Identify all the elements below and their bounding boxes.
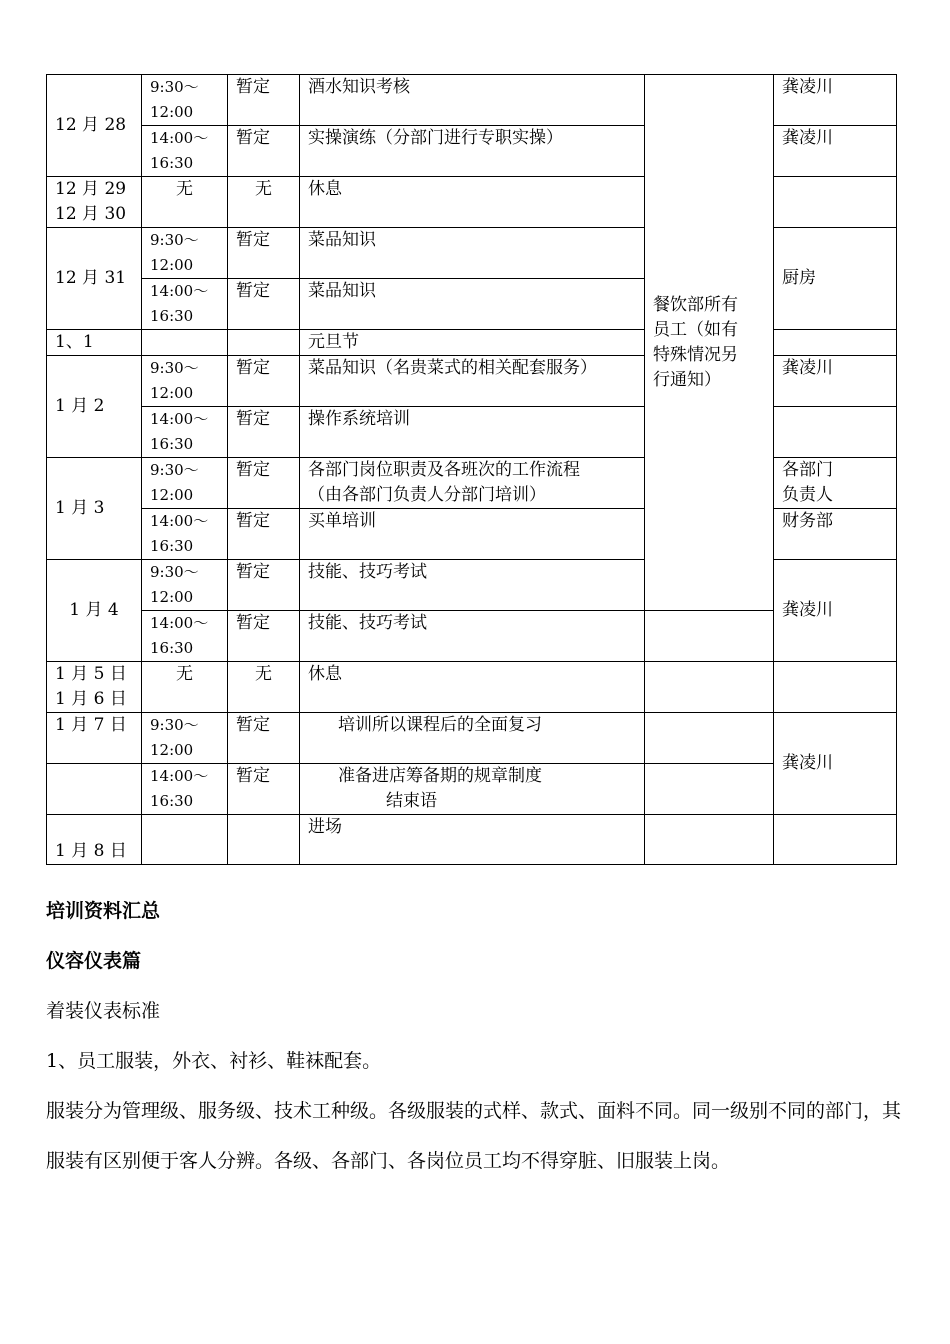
- training-schedule-table: [46, 74, 897, 865]
- time-cell: 14:00～ 16:30: [142, 126, 228, 177]
- content-cell: 菜品知识: [300, 279, 645, 330]
- time-cell: 9:30～ 12:00: [142, 560, 228, 611]
- content-cell: 进场: [300, 815, 645, 865]
- body-paragraph: 服装分为管理级、服务级、技术工种级。各级服装的式样、款式、面料不同。同一级别不同的部门，其服装有区别便于客人分辨。各级、各部门、各岗位员工均不得穿脏、旧服装上岗。: [46, 1100, 902, 1172]
- time-cell: 14:00～ 16:30: [142, 407, 228, 458]
- participants-cell: [645, 713, 774, 764]
- trainer-cell: [774, 177, 897, 228]
- status-cell: 暂定: [228, 126, 300, 177]
- topic-heading: 着装仪表标准: [46, 1000, 161, 1022]
- date-cell: 12 月 29 12 月 30: [47, 177, 142, 228]
- date-cell: 1 月 7 日: [47, 713, 142, 764]
- subsection-heading: 仪容仪表篇: [46, 950, 142, 972]
- content-cell: 菜品知识（名贵菜式的相关配套服务）: [300, 356, 645, 407]
- trainer-cell: 龚凌川: [774, 713, 897, 815]
- content-cell: 买单培训: [300, 509, 645, 560]
- content-cell: 休息: [300, 177, 645, 228]
- date-cell: 1 月 4: [47, 560, 142, 662]
- table-row: [47, 662, 897, 713]
- section-heading: 培训资料汇总: [46, 900, 161, 922]
- time-cell: [142, 815, 228, 865]
- trainer-cell: 龚凌川: [774, 560, 897, 662]
- list-item: 1、员工服装，外衣、衬衫、鞋袜配套。: [46, 1050, 382, 1072]
- participants-cell: 餐饮部所有 员工（如有 特殊情况另 行通知）: [645, 75, 774, 611]
- time-cell: 9:30～ 12:00: [142, 713, 228, 764]
- status-cell: [228, 330, 300, 356]
- time-cell: 14:00～ 16:30: [142, 279, 228, 330]
- status-cell: 暂定: [228, 560, 300, 611]
- time-cell: 无: [142, 177, 228, 228]
- table-row: [47, 815, 897, 865]
- time-cell: 9:30～ 12:00: [142, 356, 228, 407]
- trainer-cell: 龚凌川: [774, 126, 897, 177]
- status-cell: 暂定: [228, 228, 300, 279]
- date-cell: [47, 764, 142, 815]
- content-cell: 技能、技巧考试: [300, 560, 645, 611]
- content-cell: [300, 764, 645, 815]
- time-cell: 14:00～ 16:30: [142, 764, 228, 815]
- date-cell: 1、1: [47, 330, 142, 356]
- time-cell: 14:00～ 16:30: [142, 509, 228, 560]
- table-row: [47, 75, 897, 126]
- content-cell: 实操演练（分部门进行专职实操）: [300, 126, 645, 177]
- date-cell: 1 月 5 日 1 月 6 日: [47, 662, 142, 713]
- trainer-cell: 龚凌川: [774, 75, 897, 126]
- time-cell: 14:00～ 16:30: [142, 611, 228, 662]
- content-cell: 各部门岗位职责及各班次的工作流程 （由各部门负责人分部门培训）: [300, 458, 645, 509]
- status-cell: 暂定: [228, 713, 300, 764]
- status-cell: 暂定: [228, 279, 300, 330]
- status-cell: 暂定: [228, 764, 300, 815]
- trainer-cell: [774, 407, 897, 458]
- content-cell: 休息: [300, 662, 645, 713]
- content-cell: 菜品知识: [300, 228, 645, 279]
- date-cell: 1 月 2: [47, 356, 142, 458]
- status-cell: 无: [228, 662, 300, 713]
- content-cell: 操作系统培训: [300, 407, 645, 458]
- status-cell: 暂定: [228, 611, 300, 662]
- content-cell: 技能、技巧考试: [300, 611, 645, 662]
- participants-cell: [645, 764, 774, 815]
- content-text: 结束语: [386, 791, 437, 811]
- status-cell: 无: [228, 177, 300, 228]
- trainer-cell: 财务部: [774, 509, 897, 560]
- content-cell: 元旦节: [300, 330, 645, 356]
- content-text: 培训所以课程后的全面复习: [338, 715, 542, 735]
- trainer-cell: 各部门 负责人: [774, 458, 897, 509]
- status-cell: 暂定: [228, 75, 300, 126]
- time-cell: [142, 330, 228, 356]
- trainer-cell: [774, 330, 897, 356]
- table-row: [47, 713, 897, 764]
- trainer-cell: [774, 815, 897, 865]
- status-cell: 暂定: [228, 458, 300, 509]
- table-row: [47, 764, 897, 815]
- time-cell: 9:30～ 12:00: [142, 75, 228, 126]
- participants-cell: [645, 662, 774, 713]
- trainer-cell: 龚凌川: [774, 356, 897, 407]
- table-row: [47, 611, 897, 662]
- status-cell: 暂定: [228, 509, 300, 560]
- time-cell: 无: [142, 662, 228, 713]
- time-cell: 9:30～ 12:00: [142, 458, 228, 509]
- date-cell: 12 月 28: [47, 75, 142, 177]
- status-cell: [228, 815, 300, 865]
- trainer-cell: [774, 662, 897, 713]
- content-text: 准备进店筹备期的规章制度: [338, 766, 542, 786]
- trainer-cell: 厨房: [774, 228, 897, 330]
- content-cell: 酒水知识考核: [300, 75, 645, 126]
- status-cell: 暂定: [228, 356, 300, 407]
- status-cell: 暂定: [228, 407, 300, 458]
- date-cell: 1 月 8 日: [47, 815, 142, 865]
- time-cell: 9:30～ 12:00: [142, 228, 228, 279]
- date-cell: 12 月 31: [47, 228, 142, 330]
- date-cell: 1 月 3: [47, 458, 142, 560]
- participants-cell: [645, 815, 774, 865]
- content-cell: [300, 713, 645, 764]
